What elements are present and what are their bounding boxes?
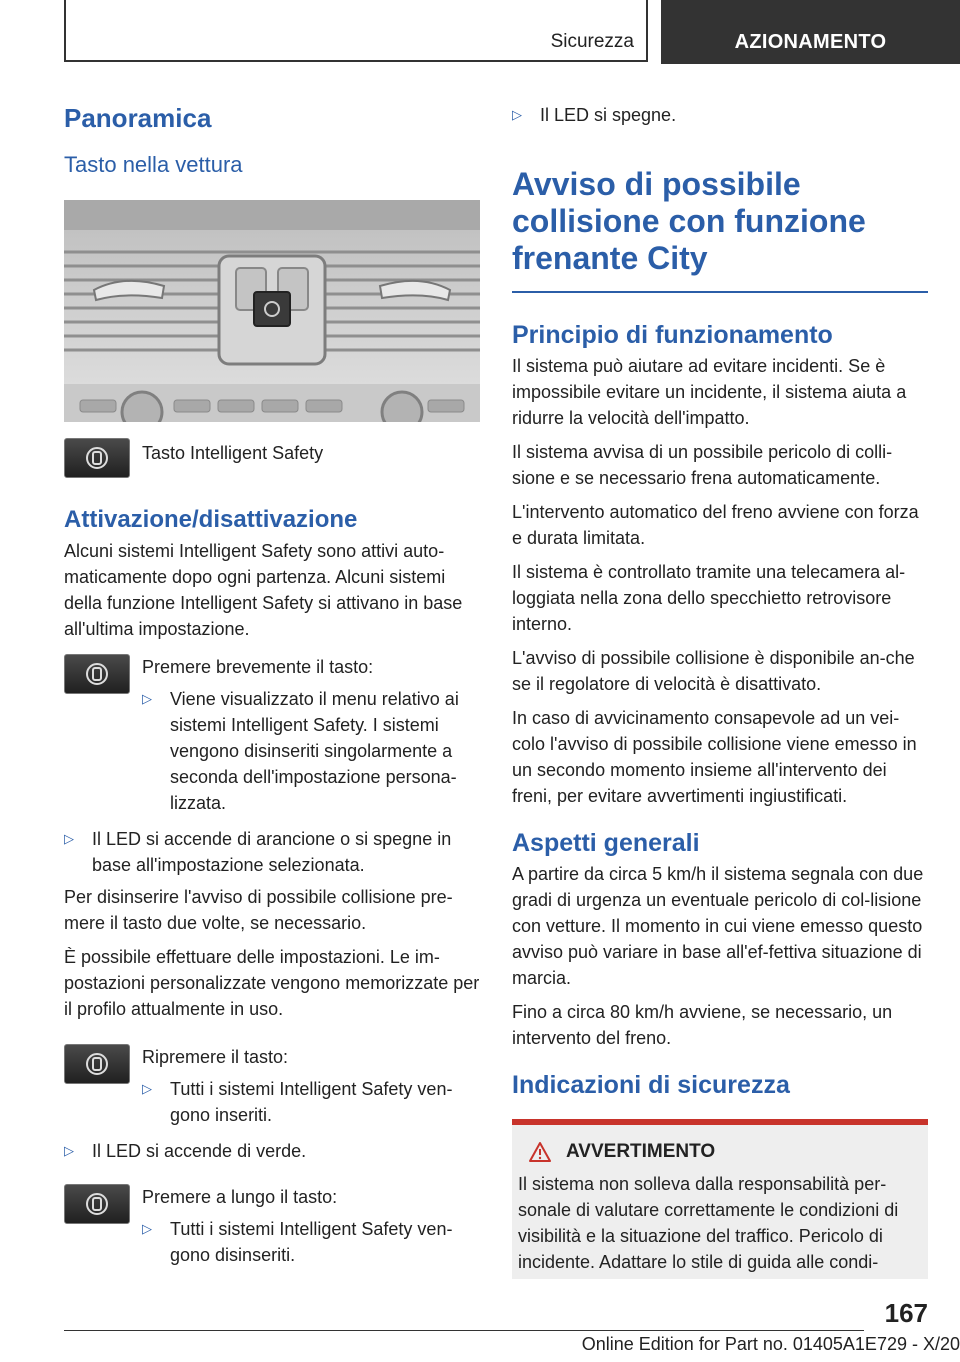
dashboard-button-photo [64, 200, 480, 422]
safety-title: Indicazioni di sicurezza [512, 1071, 790, 1099]
paragraph: Il sistema è controllato tramite una telecamera al-loggiata nella zona dello specchietto retrovisore interno. [512, 562, 906, 634]
step-text: Premere a lungo il tasto: [142, 1187, 338, 1207]
list-item: ▷ Il LED si accende di verde. [64, 1138, 480, 1164]
step-long-press [64, 1184, 480, 1274]
intelligent-safety-key-icon [64, 1184, 130, 1224]
caption-row [64, 438, 480, 478]
triangle-bullet-icon: ▷ [142, 1221, 152, 1236]
paragraph-disable: Per disinserire l'avviso di possibile collisione pre-mere il tasto due volte, se necessario. [64, 887, 453, 933]
activation-intro: Alcuni sistemi Intelligent Safety sono attivi auto-maticamente dopo ogni partenza. Alcuni sistemi della funzione Intelligent Safety si attivano in base all'ultima impostazione. [64, 541, 463, 639]
left-column [64, 100, 480, 1274]
intelligent-safety-key-icon [64, 654, 130, 694]
paragraph: Fino a circa 80 km/h avviene, se necessario, un intervento del freno. [512, 1002, 893, 1048]
warning-box [512, 1119, 928, 1279]
warning-header [528, 1141, 922, 1163]
triangle-bullet-icon: ▷ [142, 691, 152, 706]
list-item: ▷ Viene visualizzato il menu relativo ai sistemi Intelligent Safety. I sistemi vengono disinseriti singolarmente a seconda dell'impostazione persona-lizzata. [142, 686, 480, 816]
warning-text: Il sistema non solleva dalla responsabilità per-sonale di valutare correttamente le condizioni di visibilità e la situazione del traffico. Pericolo di incidente. Adattare lo stile di guida alle condi- [518, 1174, 899, 1272]
paragraph: L'avviso di possibile collisione è disponibile an-che se il regolatore di velocità è disattivato. [512, 648, 915, 694]
paragraph-settings: È possibile effettuare delle impostazioni. Le im-postazioni personalizzate vengono memorizzate per il profilo attualmente in uso. [64, 947, 480, 1019]
right-column [512, 100, 928, 1279]
list-item: ▷ Il LED si accende di arancione o si spegne in base all'impostazione selezionata. [64, 826, 480, 878]
warning-title: AVVERTIMENTO [566, 1141, 716, 1162]
triangle-bullet-icon: ▷ [142, 1081, 152, 1096]
activation-title: Attivazione/disattivazione [64, 506, 358, 533]
dashboard-illustration [64, 200, 480, 422]
principle-title: Principio di funzionamento [512, 321, 833, 349]
triangle-bullet-icon: ▷ [64, 831, 74, 846]
button-in-vehicle-subtitle: Tasto nella vettura [64, 152, 243, 177]
list-item: ▷ Tutti i sistemi Intelligent Safety ven-gono disinseriti. [142, 1216, 480, 1268]
triangle-bullet-icon: ▷ [64, 1143, 74, 1158]
page-number: 167 [884, 1298, 928, 1328]
header-chapter-tab[interactable]: AZIONAMENTO [661, 0, 960, 64]
paragraph: In caso di avvicinamento consapevole ad un vei-colo l'avviso di possibile collisione viene emesso in un secondo momento insieme all'intervento dei freni, per evitare avvertimenti ingiustificati. [512, 708, 917, 806]
footer-edition[interactable]: Online Edition for Part no. 01405A1E729 - X/20 [581, 1334, 960, 1354]
step-short-press [64, 654, 480, 822]
step-text: Premere brevemente il tasto: [142, 657, 374, 677]
chapter-divider [512, 291, 928, 293]
footer-divider [64, 1330, 864, 1331]
paragraph: A partire da circa 5 km/h il sistema segnala con due gradi di urgenza un eventuale pericolo di col-lisione con vetture. Il momento in cui viene emesso questo avviso può variare in base all'ef-fettiva situazione di marcia. [512, 864, 924, 988]
paragraph: Il sistema avvisa di un possibile pericolo di colli-sione e se necessario frena automaticamente. [512, 442, 893, 488]
intelligent-safety-key-icon [64, 1044, 130, 1084]
step-text: Ripremere il tasto: [142, 1047, 289, 1067]
caption-text: Tasto Intelligent Safety [142, 443, 324, 463]
overview-title: Panoramica [64, 103, 212, 133]
step-press-again [64, 1044, 480, 1134]
paragraph: Il sistema può aiutare ad evitare incidenti. Se è impossibile evitare un incidente, il sistema aiuta a ridurre la velocità dell'impatto. [512, 356, 907, 428]
chapter-title: Avviso di possibile collisione con funzione frenante City [512, 166, 866, 276]
list-item: ▷ Tutti i sistemi Intelligent Safety ven-gono inseriti. [142, 1076, 480, 1128]
warning-triangle-icon [528, 1141, 552, 1163]
general-title: Aspetti generali [512, 829, 700, 857]
list-item: ▷ Il LED si spegne. [512, 102, 928, 128]
triangle-bullet-icon: ▷ [512, 107, 522, 122]
header-section-label: Sicurezza [550, 31, 634, 52]
paragraph: L'intervento automatico del freno avviene con forza e durata limitata. [512, 502, 919, 548]
intelligent-safety-key-icon [64, 438, 130, 478]
